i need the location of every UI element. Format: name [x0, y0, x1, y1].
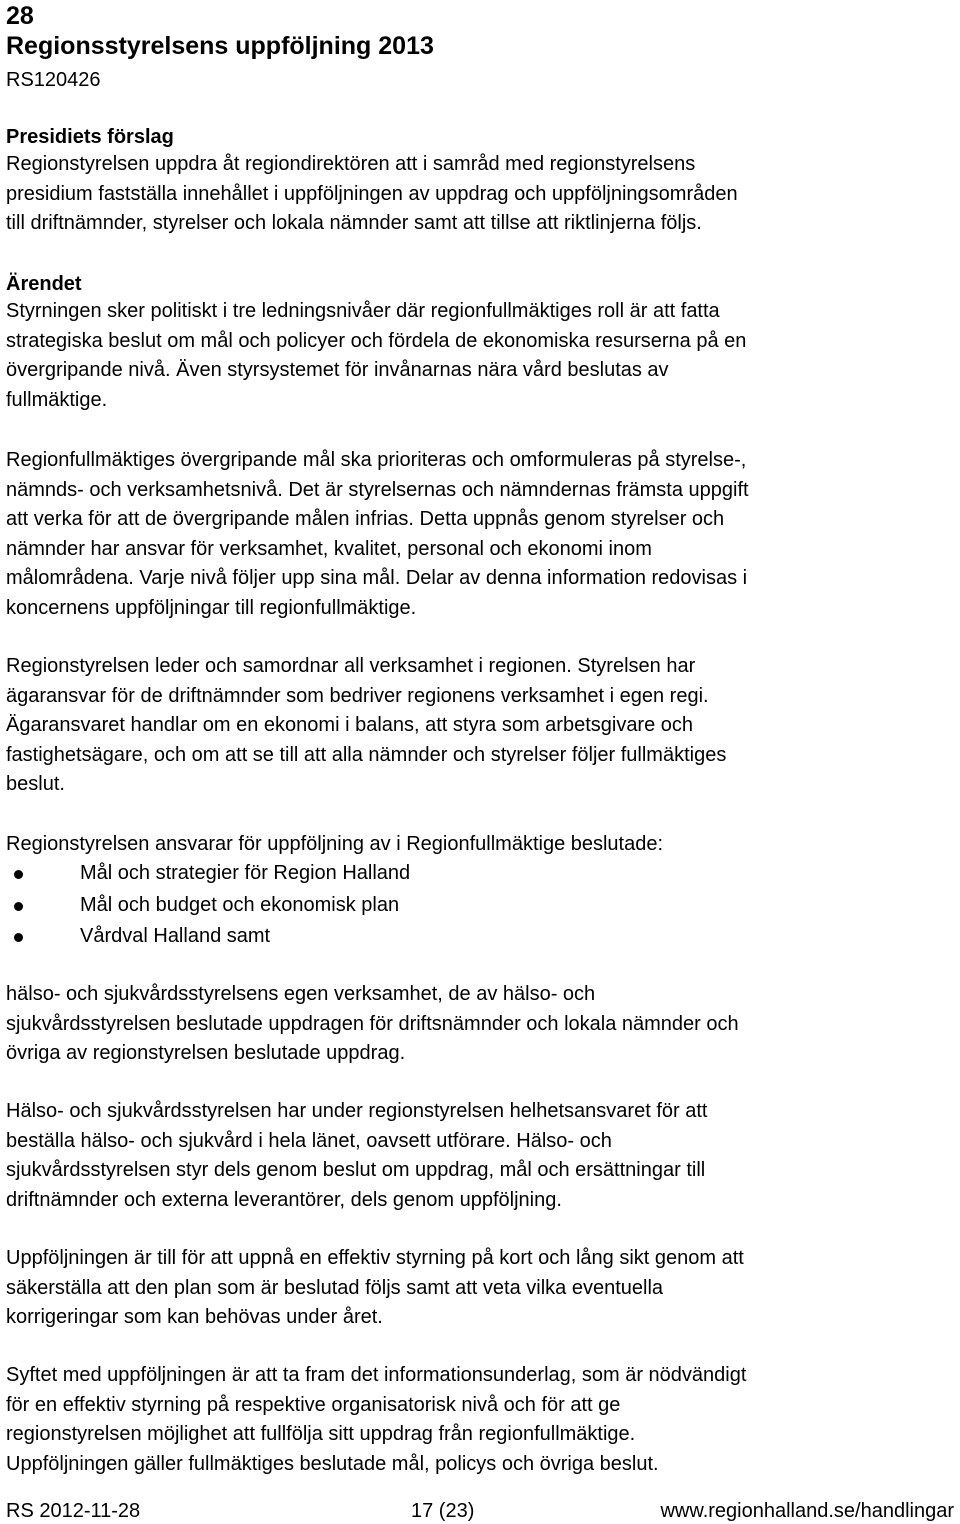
text-line: strategiska beslut om mål och policyer och fördela de ekonomiska resurserna på en	[6, 329, 747, 352]
case-number: RS120426	[6, 69, 101, 91]
list-item	[6, 890, 410, 922]
text-line: fastighetsägare, och om att se till att alla nämnder och styrelser följer fullmäktiges	[6, 743, 727, 766]
text-line: Regionstyrelsen ansvarar för uppföljning av i Regionfullmäktige beslutade:	[6, 833, 664, 855]
text-line: koncernens uppföljningar till regionfullmäktige.	[6, 596, 417, 619]
list-item-label: Vårdval Halland samt	[80, 925, 271, 947]
bullet-icon	[14, 870, 23, 879]
item-number: 28	[6, 2, 34, 30]
text-line: Styrningen sker politiskt i tre ledningsnivåer där regionfullmäktiges roll är att fatta	[6, 300, 720, 322]
footer-date: RS 2012-11-28	[6, 1500, 141, 1522]
matter-paragraph-3	[6, 652, 956, 800]
page-title: Regionsstyrelsens uppföljning 2013	[6, 32, 434, 60]
text-line: presidium fastställa innehållet i uppföljningen av uppdrag och uppföljningsområden	[6, 182, 738, 205]
bullet-icon	[14, 902, 23, 911]
text-line: för en effektiv styrning på respektive organisatorisk nivå och för att ge	[6, 1393, 621, 1416]
matter-paragraph-1	[6, 297, 956, 415]
text-line: driftnämnder och externa leverantörer, dels genom uppföljning.	[6, 1188, 562, 1211]
text-line: Hälso- och sjukvårdsstyrelsen har under regionstyrelsen helhetsansvaret för att	[6, 1100, 708, 1122]
text-line: Uppföljningen gäller fullmäktiges beslutade mål, policys och övriga beslut.	[6, 1452, 659, 1475]
page-number: 17 (23)	[411, 1500, 475, 1522]
text-line: regionstyrelsen möjlighet att fullfölja sitt uppdrag från regionfullmäktige.	[6, 1423, 636, 1445]
list-item-label: Mål och budget och ekonomisk plan	[80, 893, 400, 916]
list-item	[6, 921, 410, 953]
footer-link[interactable]: www.regionhalland.se/handlingar	[660, 1500, 954, 1522]
text-line: nämnds- och verksamhetsnivå. Det är styrelsernas och nämndernas främsta uppgift	[6, 478, 749, 501]
text-line: korrigeringar som kan behövas under året.	[6, 1306, 383, 1328]
text-line: Regionstyrelsen leder och samordnar all verksamhet i regionen. Styrelsen har	[6, 655, 696, 677]
list-item	[6, 858, 410, 890]
bullet-icon	[14, 933, 23, 942]
text-line: beställa hälso- och sjukvård i hela länet, oavsett utförare. Hälso- och	[6, 1129, 612, 1152]
text-line: Uppföljningen är till för att uppnå en effektiv styrning på kort och lång sikt genom att	[6, 1247, 744, 1269]
matter-paragraph-2	[6, 446, 956, 623]
text-line: beslut.	[6, 773, 65, 795]
matter-paragraph-8	[6, 1361, 956, 1479]
text-line: ägaransvar för de driftnämnder som bedriver regionens verksamhet i egen regi.	[6, 684, 709, 707]
text-line: fullmäktige.	[6, 388, 108, 411]
text-line: att verka för att de övergripande målen infrias. Detta uppnås genom styrelser och	[6, 508, 725, 530]
text-line: övriga av regionstyrelsen beslutade uppdrag.	[6, 1042, 406, 1064]
list-item-label: Mål och strategier för Region Halland	[80, 862, 411, 884]
text-line: målområdena. Varje nivå följer upp sina mål. Delar av denna information redovisas i	[6, 567, 748, 589]
text-line: till driftnämnder, styrelser och lokala nämnder samt att tillse att riktlinjerna följs.	[6, 212, 702, 234]
proposal-heading: Presidiets förslag	[6, 126, 174, 148]
text-line: sjukvårdsstyrelsen styr dels genom beslut om uppdrag, mål och ersättningar till	[6, 1159, 706, 1181]
text-line: säkerställa att den plan som är beslutad följs samt att veta vilka eventuella	[6, 1276, 664, 1299]
matter-paragraph-5	[6, 980, 956, 1069]
matter-heading: Ärendet	[6, 273, 82, 295]
text-line: sjukvårdsstyrelsen beslutade uppdragen för driftsnämnder och lokala nämnder och	[6, 1012, 739, 1035]
bullet-list	[6, 858, 410, 953]
matter-paragraph-4	[6, 830, 956, 860]
text-line: Regionfullmäktiges övergripande mål ska prioriteras och omformuleras på styrelse-,	[6, 449, 747, 471]
text-line: Regionstyrelsen uppdra åt regiondirektören att i samråd med regionstyrelsens	[6, 153, 696, 175]
matter-paragraph-7	[6, 1244, 956, 1333]
proposal-paragraph	[6, 150, 956, 239]
text-line: Syftet med uppföljningen är att ta fram det informationsunderlag, som är nödvändigt	[6, 1364, 747, 1386]
text-line: övergripande nivå. Även styrsystemet för invånarnas nära vård beslutas av	[6, 359, 669, 381]
text-line: nämnder har ansvar för verksamhet, kvalitet, personal och ekonomi inom	[6, 537, 652, 560]
matter-paragraph-6	[6, 1097, 956, 1215]
text-line: Ägaransvaret handlar om en ekonomi i balans, att styra som arbetsgivare och	[6, 714, 694, 736]
text-line: hälso- och sjukvårdsstyrelsens egen verksamhet, de av hälso- och	[6, 983, 596, 1005]
